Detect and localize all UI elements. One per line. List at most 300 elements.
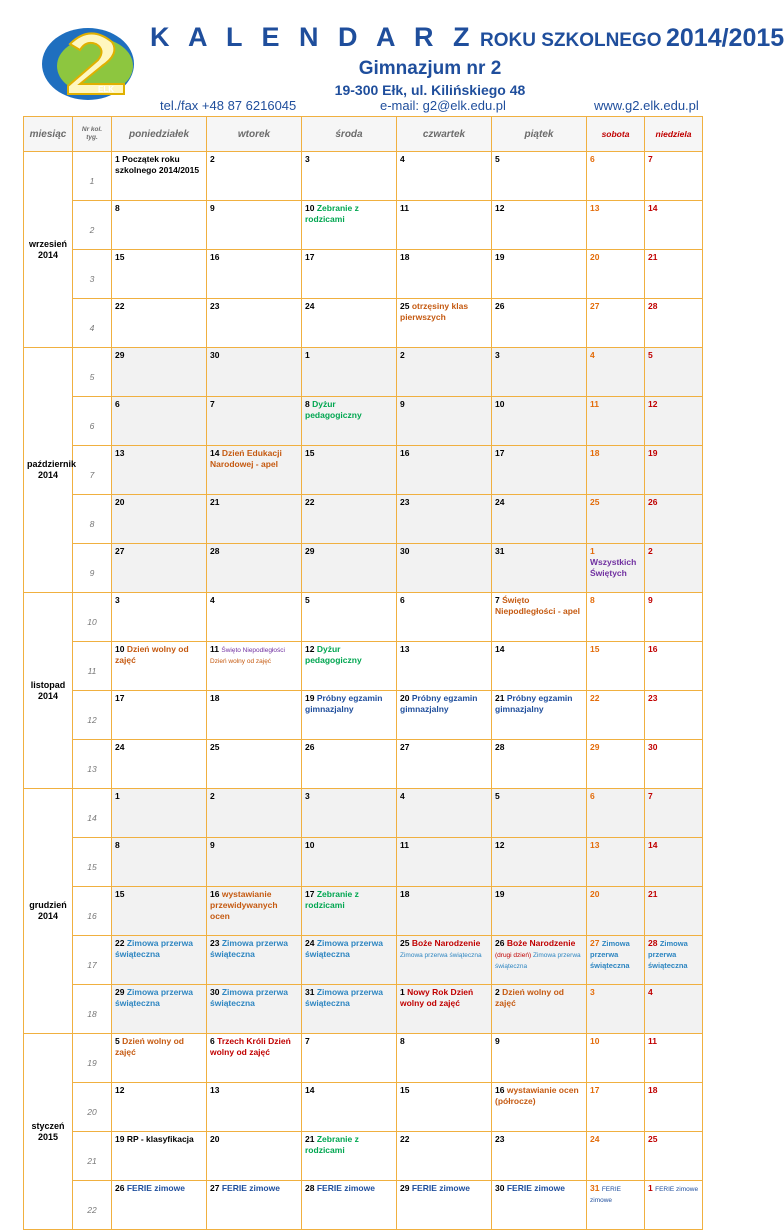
day-cell-fri [492, 299, 587, 348]
event-text: FERIE zimowe [316, 1183, 375, 1193]
day-number: 25 [648, 1134, 658, 1144]
day-number: 20 [210, 1134, 220, 1144]
day-number: 17 [495, 448, 505, 458]
day-cell-thu [397, 201, 492, 250]
day-cell-sun [645, 1132, 703, 1181]
day-cell-sat [587, 348, 645, 397]
day-number: 5 [305, 595, 310, 605]
day-number: 5 [495, 791, 500, 801]
day-cell-fri [492, 544, 587, 593]
week-row [24, 887, 703, 936]
event-text: (drugi dzień) [495, 952, 532, 959]
event-text: Zimowa przerwa świąteczna [305, 938, 383, 959]
day-cell-wed [302, 1034, 397, 1083]
day-cell-sun [645, 740, 703, 789]
day-cell-thu [397, 593, 492, 642]
day-number: 30 [400, 546, 410, 556]
day-cell-sun [645, 1034, 703, 1083]
day-number: 28 [210, 546, 220, 556]
day-number: 1 [400, 987, 408, 997]
day-cell-tue [207, 299, 302, 348]
event-text: Próbny egzamin gimnazjalny [305, 693, 383, 714]
month-label: grudzień 2014 [24, 789, 73, 1034]
day-cell-sat [587, 789, 645, 838]
day-number: 7 [495, 595, 503, 605]
day-cell-fri [492, 1083, 587, 1132]
event-text: FERIE zimowe [590, 1186, 621, 1204]
day-cell-fri [492, 1132, 587, 1181]
event-text: Zimowa przerwa świąteczna [305, 987, 383, 1008]
week-row [24, 201, 703, 250]
day-number: 15 [115, 252, 125, 262]
day-cell-sun [645, 250, 703, 299]
day-number: 10 [305, 203, 317, 213]
day-cell-tue [207, 691, 302, 740]
day-number: 26 [115, 1183, 127, 1193]
week-row [24, 397, 703, 446]
day-cell-thu [397, 936, 492, 985]
day-cell-tue [207, 397, 302, 446]
day-cell-thu [397, 691, 492, 740]
day-number: 8 [305, 399, 313, 409]
day-cell-mon [112, 789, 207, 838]
day-cell-thu [397, 152, 492, 201]
page-header [0, 0, 784, 116]
week-row [24, 250, 703, 299]
day-cell-sun [645, 1181, 703, 1230]
day-cell-mon [112, 593, 207, 642]
phone-text: tel./fax +48 87 6216045 [160, 98, 297, 113]
day-number: 16 [400, 448, 410, 458]
day-cell-mon [112, 1034, 207, 1083]
day-cell-mon [112, 495, 207, 544]
day-number: 21 [210, 497, 220, 507]
day-number: 25 [590, 497, 600, 507]
day-cell-mon [112, 201, 207, 250]
day-cell-wed [302, 838, 397, 887]
day-number: 12 [495, 203, 505, 213]
day-cell-thu [397, 985, 492, 1034]
day-cell-thu [397, 1132, 492, 1181]
day-cell-sat [587, 936, 645, 985]
month-label: styczeń 2015 [24, 1034, 73, 1230]
day-number: 24 [590, 1134, 600, 1144]
event-text: Trzech Króli [217, 1036, 266, 1046]
day-number: 18 [590, 448, 600, 458]
week-number: 12 [73, 691, 112, 740]
day-cell-wed [302, 887, 397, 936]
day-number: 15 [115, 889, 125, 899]
week-row [24, 838, 703, 887]
event-text: Dyżur pedagogiczny [305, 644, 362, 665]
day-number: 28 [495, 742, 505, 752]
day-cell-tue [207, 985, 302, 1034]
day-number: 14 [648, 203, 658, 213]
day-number: 23 [210, 301, 220, 311]
day-cell-tue [207, 936, 302, 985]
day-number: 22 [115, 301, 125, 311]
day-number: 1 [590, 546, 595, 556]
day-cell-mon [112, 250, 207, 299]
day-number: 27 [590, 938, 602, 948]
day-number: 8 [590, 595, 595, 605]
day-cell-tue [207, 495, 302, 544]
day-number: 18 [400, 252, 410, 262]
day-number: 20 [400, 693, 412, 703]
week-row [24, 936, 703, 985]
week-row [24, 642, 703, 691]
day-number: 14 [648, 840, 658, 850]
day-cell-thu [397, 740, 492, 789]
day-cell-sat [587, 544, 645, 593]
event-text: Święto Niepodległości [221, 647, 285, 654]
day-number: 8 [115, 840, 120, 850]
week-row [24, 789, 703, 838]
week-number: 8 [73, 495, 112, 544]
event-text: Próbny egzamin gimnazjalny [495, 693, 573, 714]
day-number: 23 [210, 938, 222, 948]
day-number: 17 [115, 693, 125, 703]
event-text: Dyżur pedagogiczny [305, 399, 362, 420]
day-number: 29 [400, 1183, 412, 1193]
event-text: Zimowa przerwa świąteczna [495, 952, 581, 970]
day-cell-mon [112, 544, 207, 593]
day-cell-sun [645, 348, 703, 397]
day-cell-thu [397, 1083, 492, 1132]
day-cell-wed [302, 495, 397, 544]
week-number: 22 [73, 1181, 112, 1230]
col-thursday: czwartek [397, 117, 492, 152]
day-number: 19 RP - klasyfikacja [115, 1134, 194, 1144]
day-cell-thu [397, 544, 492, 593]
week-number: 19 [73, 1034, 112, 1083]
col-month: miesiąc [24, 117, 73, 152]
day-cell-sat [587, 1181, 645, 1230]
day-cell-thu [397, 789, 492, 838]
day-number: 4 [400, 154, 405, 164]
day-number: 5 [495, 154, 500, 164]
day-cell-thu [397, 1181, 492, 1230]
day-number: 4 [590, 350, 595, 360]
day-number: 24 [305, 938, 317, 948]
day-number: 12 [305, 644, 317, 654]
day-number: 18 [210, 693, 220, 703]
day-number: 28 [648, 301, 658, 311]
week-number: 16 [73, 887, 112, 936]
day-number: 2 [648, 546, 653, 556]
day-cell-wed [302, 593, 397, 642]
event-text: Dzień Edukacji Narodowej - apel [210, 448, 282, 469]
email-link[interactable]: e-mail: g2@elk.edu.pl [380, 98, 506, 113]
week-row [24, 544, 703, 593]
day-number: 24 [495, 497, 505, 507]
event-text: Zimowa przerwa świąteczna [115, 987, 193, 1008]
day-cell-wed [302, 250, 397, 299]
day-cell-tue [207, 887, 302, 936]
day-cell-wed [302, 936, 397, 985]
day-cell-sun [645, 691, 703, 740]
day-cell-sun [645, 446, 703, 495]
day-number: 13 [590, 203, 600, 213]
event-text: FERIE zimowe [506, 1183, 565, 1193]
event-text: FERIE zimowe [655, 1186, 699, 1193]
day-number: 3 [495, 350, 500, 360]
day-number: 13 [210, 1085, 220, 1095]
day-number: 23 [400, 497, 410, 507]
day-number: 6 [115, 399, 120, 409]
day-number: 14 [305, 1085, 315, 1095]
day-cell-wed [302, 1083, 397, 1132]
day-cell-mon [112, 887, 207, 936]
day-cell-sun [645, 985, 703, 1034]
day-number: 31 [495, 546, 505, 556]
day-number: 5 [115, 1036, 123, 1046]
week-row [24, 691, 703, 740]
week-number: 10 [73, 593, 112, 642]
day-cell-mon [112, 299, 207, 348]
day-number: 20 [590, 252, 600, 262]
day-number: 21 [648, 252, 658, 262]
day-number: 8 [400, 1036, 405, 1046]
day-cell-sat [587, 642, 645, 691]
day-cell-wed [302, 1132, 397, 1181]
day-number: 6 [210, 1036, 218, 1046]
day-number: 5 [648, 350, 653, 360]
week-row [24, 152, 703, 201]
day-cell-thu [397, 887, 492, 936]
day-number: 6 [590, 791, 595, 801]
day-number: 2 [210, 791, 215, 801]
day-number: 19 [305, 693, 317, 703]
day-cell-sat [587, 152, 645, 201]
week-number: 6 [73, 397, 112, 446]
day-cell-sun [645, 642, 703, 691]
day-number: 2 [495, 987, 503, 997]
day-cell-mon [112, 838, 207, 887]
day-cell-wed [302, 691, 397, 740]
event-text: Dzień wolny od zajęć [210, 1036, 291, 1057]
day-cell-fri [492, 936, 587, 985]
event-text: Boże Narodzenie [411, 938, 481, 948]
day-number: 26 [305, 742, 315, 752]
day-number: 1 [115, 791, 120, 801]
day-cell-mon [112, 152, 207, 201]
week-number: 20 [73, 1083, 112, 1132]
day-number: 16 [210, 889, 222, 899]
event-text: Dzień wolny od zajęć [115, 1036, 184, 1057]
month-label: październik 2014 [24, 348, 73, 593]
day-number: 15 [400, 1085, 410, 1095]
day-cell-sun [645, 1083, 703, 1132]
event-text: Nowy Rok [407, 987, 449, 997]
day-cell-tue [207, 201, 302, 250]
day-number: 26 [648, 497, 658, 507]
day-cell-fri [492, 348, 587, 397]
day-cell-mon [112, 1083, 207, 1132]
day-cell-mon [112, 446, 207, 495]
event-text: Zimowa przerwa świąteczna [400, 952, 482, 959]
event-text: Zimowa przerwa świąteczna [210, 987, 288, 1008]
day-number: 23 [648, 693, 658, 703]
day-cell-mon [112, 1181, 207, 1230]
col-week-number: Nr kol. tyg. [73, 117, 112, 152]
day-cell-sun [645, 201, 703, 250]
day-cell-tue [207, 348, 302, 397]
day-number: 19 [648, 448, 658, 458]
calendar-body [24, 152, 703, 1230]
day-number: 27 [590, 301, 600, 311]
day-number: 24 [305, 301, 315, 311]
event-text: wystawianie ocen (półrocze) [495, 1085, 579, 1106]
day-cell-wed [302, 789, 397, 838]
day-cell-fri [492, 789, 587, 838]
week-number: 5 [73, 348, 112, 397]
day-number: 16 [495, 1085, 507, 1095]
day-number: 27 [400, 742, 410, 752]
week-row [24, 446, 703, 495]
day-number: 30 [210, 987, 222, 997]
svg-text:ELK: ELK [98, 85, 114, 94]
day-number: 22 [400, 1134, 410, 1144]
day-number: 30 [210, 350, 220, 360]
day-number: 17 [305, 252, 315, 262]
day-number: 13 [115, 448, 125, 458]
event-text: Święto Niepodległości - apel [495, 595, 581, 616]
day-number: 7 [305, 1036, 310, 1046]
event-text: Próbny egzamin gimnazjalny [400, 693, 478, 714]
day-number: 2 [210, 154, 215, 164]
day-cell-tue [207, 1083, 302, 1132]
day-number: 11 [648, 1036, 657, 1046]
week-number: 18 [73, 985, 112, 1034]
day-cell-sat [587, 740, 645, 789]
day-number: 6 [400, 595, 405, 605]
day-number: 29 [115, 987, 127, 997]
day-cell-sun [645, 838, 703, 887]
day-number: 12 [115, 1085, 125, 1095]
day-number: 21 [648, 889, 658, 899]
event-text: Zebranie z rodzicami [305, 203, 359, 224]
day-cell-sun [645, 887, 703, 936]
day-number: 19 [495, 252, 505, 262]
day-number: 27 [115, 546, 125, 556]
website-link[interactable]: www.g2.elk.edu.pl [594, 98, 699, 113]
event-text: Zimowa przerwa świąteczna [210, 938, 288, 959]
week-row [24, 299, 703, 348]
day-cell-fri [492, 250, 587, 299]
day-cell-fri [492, 593, 587, 642]
day-cell-sun [645, 593, 703, 642]
day-number: 28 [648, 938, 660, 948]
day-number: 25 [400, 301, 412, 311]
day-cell-mon [112, 985, 207, 1034]
day-cell-fri [492, 985, 587, 1034]
event-text: FERIE zimowe [126, 1183, 185, 1193]
day-cell-thu [397, 397, 492, 446]
day-cell-sat [587, 1083, 645, 1132]
day-cell-sat [587, 838, 645, 887]
day-number: 3 [305, 791, 310, 801]
day-cell-fri [492, 691, 587, 740]
day-cell-wed [302, 1181, 397, 1230]
week-row [24, 495, 703, 544]
day-number: 31 [305, 987, 317, 997]
day-number: 1 [648, 1183, 656, 1193]
week-row [24, 740, 703, 789]
day-number: 2 [400, 350, 405, 360]
day-cell-mon [112, 1132, 207, 1181]
day-cell-sat [587, 201, 645, 250]
day-cell-wed [302, 642, 397, 691]
day-cell-sun [645, 397, 703, 446]
day-number: 9 [210, 840, 215, 850]
day-cell-wed [302, 544, 397, 593]
day-number: 20 [590, 889, 600, 899]
day-cell-tue [207, 446, 302, 495]
day-number: 10 [495, 399, 505, 409]
day-cell-wed [302, 985, 397, 1034]
day-number: 4 [210, 595, 215, 605]
day-number: 13 [590, 840, 600, 850]
day-cell-fri [492, 740, 587, 789]
day-number: 4 [648, 987, 653, 997]
day-cell-mon [112, 348, 207, 397]
day-number: 3 [115, 595, 120, 605]
month-label: wrzesień 2014 [24, 152, 73, 348]
day-cell-fri [492, 887, 587, 936]
day-cell-mon [112, 691, 207, 740]
day-number: 26 [495, 938, 507, 948]
col-saturday: sobota [587, 117, 645, 152]
day-cell-tue [207, 1034, 302, 1083]
day-cell-thu [397, 348, 492, 397]
day-number: 21 [495, 693, 507, 703]
day-cell-thu [397, 1034, 492, 1083]
day-cell-mon [112, 642, 207, 691]
day-number: 14 [210, 448, 222, 458]
week-number: 9 [73, 544, 112, 593]
event-text: Zimowa przerwa świąteczna [648, 939, 688, 970]
day-number: 12 [648, 399, 658, 409]
day-number: 4 [400, 791, 405, 801]
event-text: Zimowa przerwa świąteczna [590, 939, 630, 970]
day-number: 13 [400, 644, 410, 654]
week-number: 4 [73, 299, 112, 348]
page-title: K A L E N D A R Z ROKU SZKOLNEGO 2014/2015 [150, 22, 784, 52]
day-number: 11 [210, 644, 222, 654]
day-number: 24 [115, 742, 125, 752]
day-cell-tue [207, 593, 302, 642]
school-logo [40, 14, 150, 106]
day-cell-thu [397, 299, 492, 348]
day-cell-thu [397, 838, 492, 887]
day-cell-tue [207, 544, 302, 593]
day-cell-sat [587, 887, 645, 936]
day-cell-sun [645, 299, 703, 348]
day-number: 1 [305, 350, 310, 360]
day-cell-tue [207, 740, 302, 789]
day-cell-sat [587, 495, 645, 544]
day-cell-sat [587, 593, 645, 642]
week-row [24, 1083, 703, 1132]
day-number: 16 [210, 252, 220, 262]
day-number: 1 Początek roku szkolnego 2014/2015 [115, 154, 200, 175]
week-row [24, 1181, 703, 1230]
day-cell-fri [492, 397, 587, 446]
week-row [24, 348, 703, 397]
day-cell-wed [302, 397, 397, 446]
day-cell-fri [492, 446, 587, 495]
